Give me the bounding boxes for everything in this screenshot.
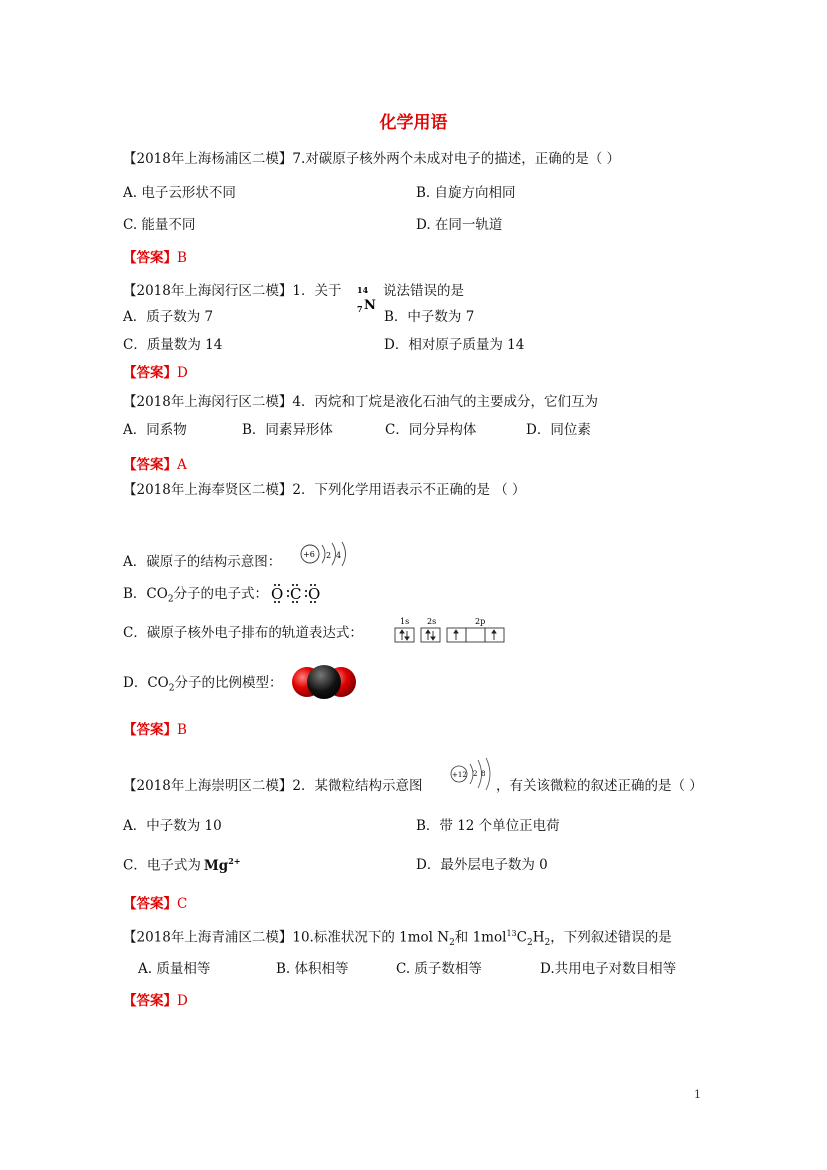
q2-stem-post: 说法错误的是 [383,283,464,299]
q6-option-c: C. 质子数相等 [396,961,482,977]
q4-option-c: C．碳原子核外电子排布的轨道表达式： [123,625,363,641]
mg-ion-structure-diagram [446,758,496,796]
q1-option-a: A. 电子云形状不同 [123,185,236,201]
q1-option-b: B. 自旋方向相同 [416,185,516,201]
nuclide-symbol [355,282,379,312]
q5-stem-pre: 【2018年上海崇明区二模】2．某微粒结构示意图 [123,778,423,794]
q3-answer: 【答案】A [123,457,187,473]
mg-nucleus-charge: +12 [452,771,467,779]
q1-stem: 【2018年上海杨浦区二模】7.对碳原子核外两个未成对电子的描述，正确的是（ ） [123,151,621,167]
q5-option-a: A．中子数为 10 [123,818,222,834]
q4-stem: 【2018年上海奉贤区二模】2．下列化学用语表示不正确的是 （ ） [123,482,526,498]
q2-option-c: C．质量数为 14 [123,337,223,353]
q1-option-c: C. 能量不同 [123,217,196,233]
nuclide-element: N [364,298,376,312]
q4-answer: 【答案】B [123,722,187,738]
q4-option-b: B．$CO_2$分子的电子式： [123,586,269,605]
lewis-oxygen-left: O [271,585,284,603]
nuclide-atomic-number: 7 [357,304,363,312]
q3-stem: 【2018年上海闵行区二模】4．丙烷和丁烷是液化石油气的主要成分，它们互为 [123,394,598,410]
q4-option-d: D．$CO_2$分子的比例模型： [123,675,283,694]
lewis-oxygen-right: O [308,585,321,603]
q3-option-a: A．同系物 [123,422,187,438]
q2-option-d: D．相对原子质量为 14 [384,337,525,353]
q5-option-b: B．带 12 个单位正电荷 [416,818,560,834]
carbon-atom-structure-diagram [298,541,350,567]
q5-option-c: C．电子式为 $Mg^{2+}$ [123,856,241,874]
q3-option-b: B．同素异形体 [242,422,333,438]
nuclide-mass-number: 14 [357,285,369,295]
orbital-1s-label: 1s [400,617,410,626]
carbon-shell-1: 2 [326,551,332,560]
q6-stem: 【2018年上海青浦区二模】10.标准状况下的 1mol $N_2$和 $1mol^{13}C_2H_2$，下列叙述错误的是 [123,929,672,949]
page-number: 1 [694,1088,701,1101]
orbital-2s-label: 2s [427,617,437,626]
q5-option-d: D．最外层电子数为 0 [416,857,548,873]
q6-answer: 【答案】D [123,993,188,1009]
q5-stem-post: ，有关该微粒的叙述正确的是（ ） [496,778,703,794]
q6-option-a: A. 质量相等 [138,961,211,977]
q2-option-a: A．质子数为 7 [123,309,214,325]
co2-electron-formula [271,581,327,605]
q5-answer: 【答案】C [123,896,188,912]
q1-option-d: D. 在同一轨道 [416,217,503,233]
lewis-carbon: C [290,585,302,603]
q2-stem-pre: 【2018年上海闵行区二模】1．关于 [123,283,342,299]
q6-option-b: B. 体积相等 [276,961,349,977]
q2-answer: 【答案】D [123,365,188,381]
orbital-2p-label: 2p [475,617,486,626]
carbon-nucleus-charge: +6 [303,550,315,559]
carbon-orbital-diagram [392,615,512,647]
q6-option-d: D.共用电子对数目相等 [540,961,677,977]
q3-option-d: D．同位素 [526,422,591,438]
q4-option-a: A．碳原子的结构示意图： [123,554,282,570]
mg-ion-formula: Mg [203,857,229,874]
q1-answer: 【答案】B [123,250,187,266]
page-title: 化学用语 [379,113,448,133]
carbon-shell-2: 4 [336,551,342,560]
q2-option-b: B．中子数为 7 [384,309,475,325]
co2-space-filling-model [290,660,358,704]
q3-option-c: C．同分异构体 [385,422,477,438]
mg-shell-2: 8 [481,770,486,778]
mg-shell-1: 2 [473,770,478,778]
